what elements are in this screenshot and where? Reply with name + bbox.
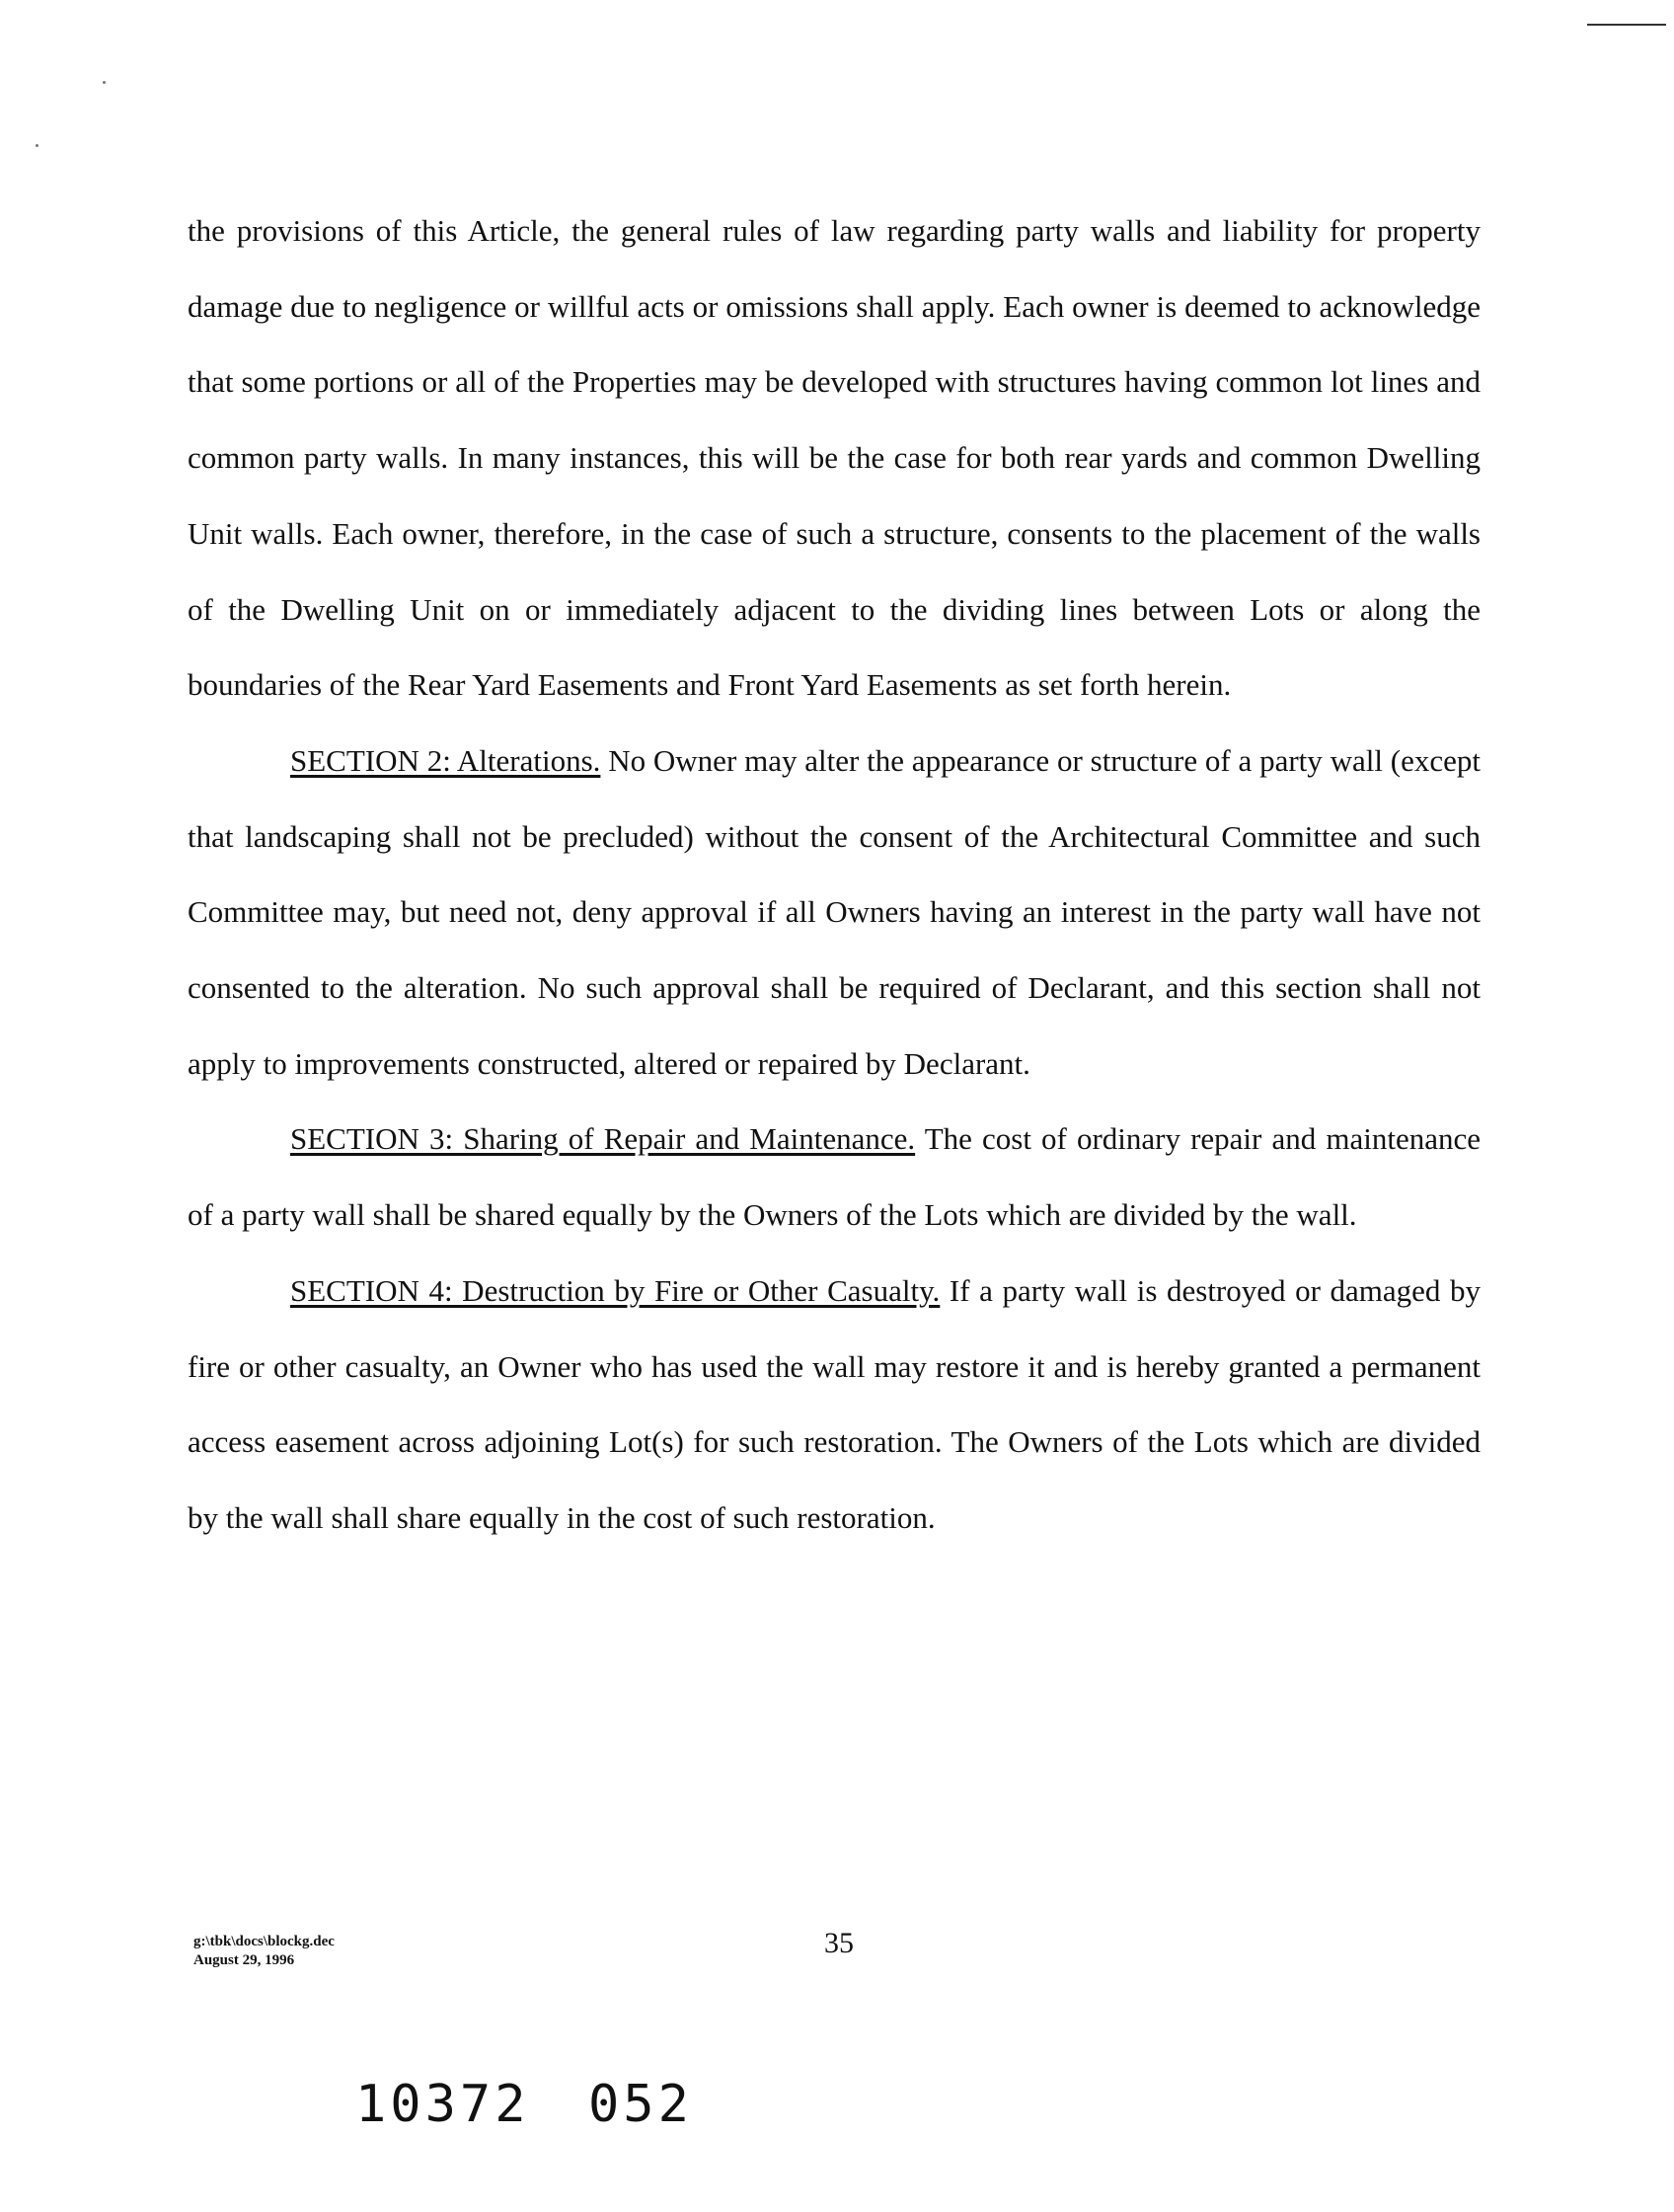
recording-book-number: 10372 (355, 2075, 530, 2134)
footer-file-info (193, 1933, 335, 1970)
scan-speck (103, 81, 106, 84)
section-4-heading: SECTION 4: Destruction by Fire or Other Casualty. (290, 1272, 941, 1308)
page-number: 35 (824, 1927, 854, 1959)
scan-speck (36, 144, 38, 147)
footer-file-path: g:\tbk\docs\blockg.dec (193, 1934, 335, 1949)
recording-page-number: 052 (588, 2075, 693, 2134)
document-body (188, 193, 1481, 1557)
section-4-paragraph (188, 1254, 1481, 1557)
section-3-paragraph (188, 1102, 1481, 1253)
section-2-text: No Owner may alter the appearance or structure of a party wall (except that landscaping shall not be precluded) without the consent of the Architectural Committee and such Committee may, but need not, deny approval if all Owners having an interest in the party wall have not consented to the alteration. No such approval shall be required of Declarant, and this section shall not apply to improvements constructed, altered or repaired by Declarant. (188, 742, 1481, 1081)
footer-date: August 29, 1996 (193, 1952, 295, 1968)
section-4-text: If a party wall is destroyed or damaged by fire or other casualty, an Owner who has used the wall may restore it and is hereby granted a permanent access easement across adjoining Lot(s) for such restoration. The Owners of the Lots which are divided by the wall shall share equally in the cost of such restoration. (188, 1272, 1481, 1535)
section-2-paragraph (188, 724, 1481, 1103)
section-3-heading: SECTION 3: Sharing of Repair and Maintenance. (290, 1121, 916, 1157)
section-2-heading: SECTION 2: Alterations. (290, 742, 601, 778)
paragraph-continuation: the provisions of this Article, the general rules of law regarding party walls and liability for property damage due to negligence or willful acts or omissions shall apply. Each owner is deemed to acknowledge that some portions or all of the Properties may be developed with structures having common lot lines and common party walls. In many instances, this will be the case for both rear yards and common Dwelling Unit walls. Each owner, therefore, in the case of such a structure, consents to the placement of the walls of the Dwelling Unit on or immediately adjacent to the dividing lines between Lots or along the boundaries of the Rear Yard Easements and Front Yard Easements as set forth herein. (188, 213, 1481, 703)
section-3-text: The cost of ordinary repair and maintenance of a party wall shall be shared equally by the Owners of the Lots which are divided by the wall. (188, 1121, 1481, 1233)
scan-edge-mark (1587, 24, 1666, 26)
